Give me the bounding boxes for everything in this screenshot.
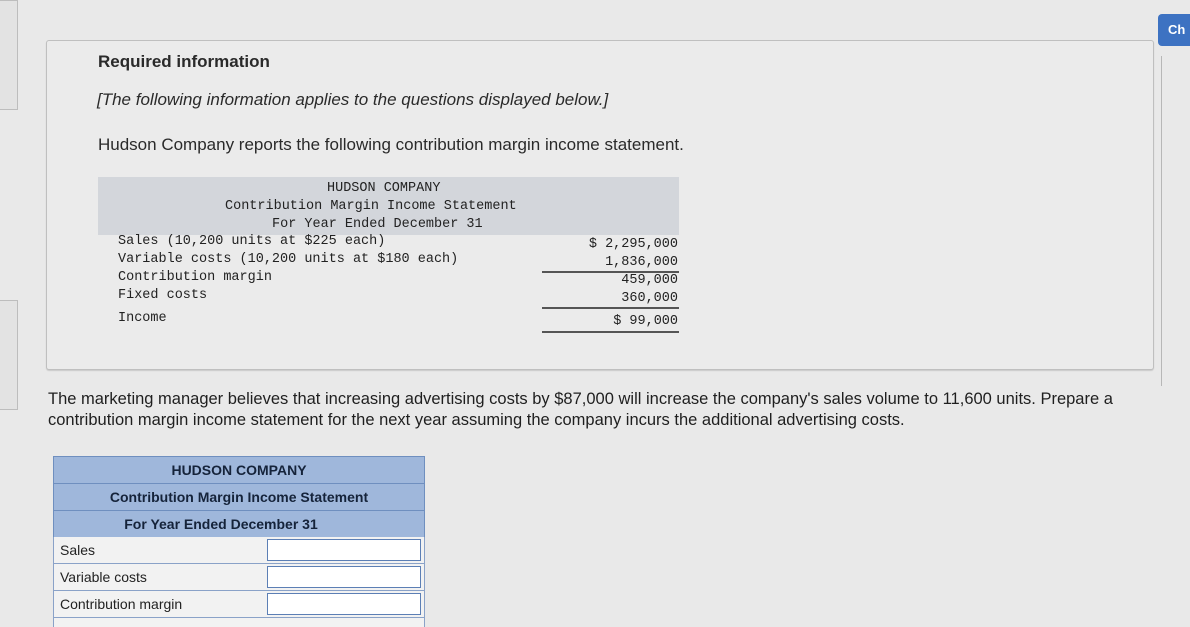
given-company-name: HUDSON COMPANY [327, 181, 441, 196]
answer-statement-period: For Year Ended December 31 [124, 516, 318, 532]
question-text: The marketing manager believes that increasing advertising costs by $87,000 will increase the company's sales volume to 11,600 units. Prepare a contribution margin income statement for the next year assuming the company incurs the additional advertising costs. [48, 390, 1113, 429]
left-panel-edge [0, 0, 18, 110]
answer-row-label: Variable costs [60, 569, 147, 585]
divider [54, 510, 424, 511]
given-row-value: $ 2,295,000 [588, 237, 678, 252]
check-button[interactable] [1158, 14, 1190, 46]
variable-costs-amount-input[interactable] [267, 566, 421, 588]
answer-row-label: Contribution margin [60, 596, 183, 612]
given-statement-title: Contribution Margin Income Statement [225, 199, 517, 214]
sales-amount-input[interactable] [267, 539, 421, 561]
answer-row-label: Sales [60, 542, 96, 558]
answer-company-name: HUDSON COMPANY [171, 462, 307, 478]
given-row-label: Income [118, 311, 167, 326]
required-info-title: Required information [98, 52, 270, 71]
given-row-label: Variable costs (10,200 units at $180 each) [118, 252, 459, 267]
divider [1161, 56, 1162, 386]
answer-table-header [53, 456, 425, 538]
given-row-value: 459,000 [621, 273, 678, 288]
answer-row-sales [53, 537, 425, 564]
given-row-label: Sales (10,200 units at $225 each) [118, 234, 386, 249]
check-button-label: Ch [1168, 22, 1186, 37]
answer-row-contribution-margin [53, 591, 425, 618]
double-underline-rule [542, 331, 679, 333]
answer-row-partial [53, 618, 425, 627]
answer-row-variable-costs [53, 564, 425, 591]
given-row-label: Fixed costs [118, 288, 208, 303]
given-row-label: Contribution margin [118, 270, 272, 285]
given-statement-period: For Year Ended December 31 [272, 217, 483, 232]
underline-rule [542, 307, 679, 309]
required-info-intro: Hudson Company reports the following contribution margin income statement. [98, 135, 684, 154]
given-row-value: $ 99,000 [613, 314, 678, 329]
required-info-subtitle: [The following information applies to the questions displayed below.] [97, 90, 609, 109]
given-row-value: 1,836,000 [605, 255, 678, 270]
answer-statement-title: Contribution Margin Income Statement [109, 489, 369, 505]
contribution-margin-amount-input[interactable] [267, 593, 421, 615]
left-panel-edge [0, 300, 18, 410]
given-row-value: 360,000 [621, 291, 678, 306]
given-statement-header [98, 177, 679, 235]
divider [54, 483, 424, 484]
